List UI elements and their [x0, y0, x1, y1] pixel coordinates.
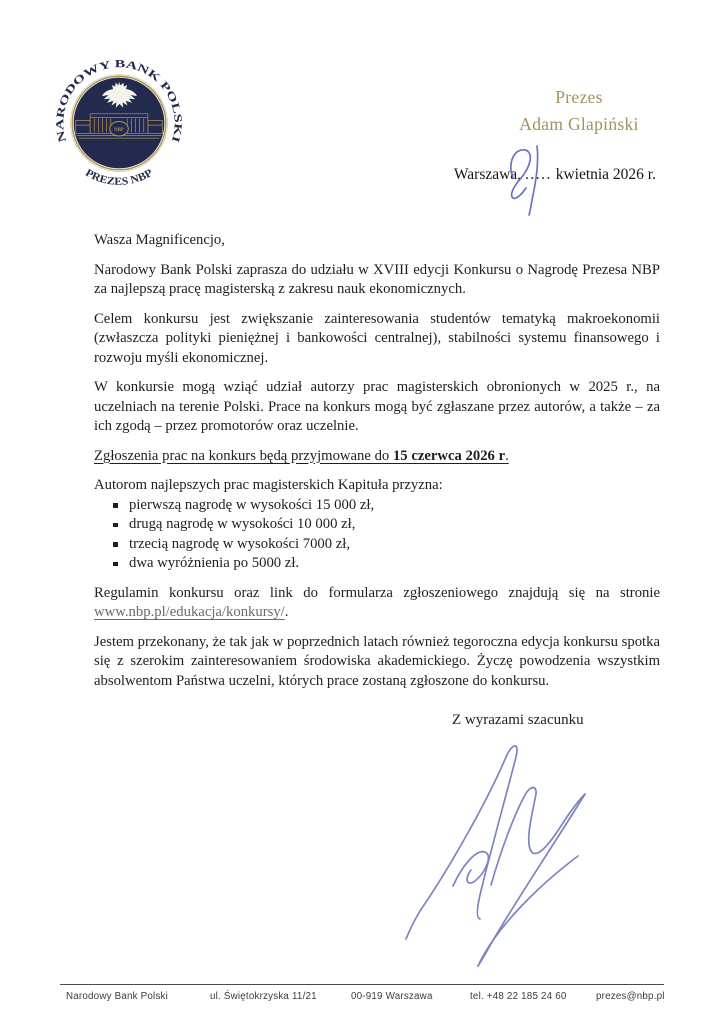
paragraph-invitation: Narodowy Bank Polski zaprasza do udziału w XVIII edycji Konkursu o Nagrodę Prezesa NBP za najlepszą pracę magisterską z zakresu nauk ekonomicznych. — [94, 261, 660, 297]
award-item-label: pierwszą nagrodę w wysokości 15 000 zł, — [129, 496, 375, 513]
deadline-date: 15 czerwca 2026 r — [392, 447, 506, 464]
regulations-url: www.nbp.pl/edukacja/konkursy/ — [94, 604, 285, 620]
award-item-label: dwa wyróżnienia po 5000 zł. — [129, 555, 300, 571]
signature-scribble-icon — [398, 733, 680, 981]
regulations-suffix: . — [284, 604, 289, 620]
awards-intro: Autorom najlepszych prac magisterskich Kapituła przyzna: — [94, 477, 443, 493]
logo-medallion-text: NBP — [114, 127, 124, 133]
sender-block — [494, 84, 664, 138]
logo-ring-text-top: NARODOWY BANK POLSKI — [54, 58, 184, 144]
paragraph-eligibility: W konkursie mogą wziąć udział autorzy prac magisterskich obronionych w 2025 r., na uczelniach na terenie Polski. Prace na konkurs mogą być zgłaszane przez autorów, a także – za ich zgodą – przez promotorów oraz uczelnie. — [94, 379, 660, 434]
deadline-sentence — [94, 447, 660, 467]
award-item — [94, 554, 660, 574]
paragraph-goal: Celem konkursu jest zwiększanie zainteresowania studentów tematyką makroekonomii (zwłaszcza polityki pieniężnej i bankowości centralnej), stabilności systemu finansowego i rozwoju myśli ekonomicznej. — [94, 310, 660, 366]
dateline-city: Warszawa, — [453, 166, 522, 183]
footer-org: Narodowy Bank Polski — [66, 991, 169, 1002]
awards-list — [94, 496, 660, 574]
award-item-label: drugą nagrodę w wysokości 10 000 zł, — [129, 516, 356, 532]
square-bullet-icon — [113, 523, 118, 528]
dateline — [454, 166, 656, 184]
deadline-prefix: Zgłoszenia prac na konkurs będą przyjmowane do — [94, 447, 393, 464]
letter-body — [94, 231, 660, 731]
dateline-dots: ..... — [524, 166, 552, 183]
award-item — [94, 535, 660, 555]
deadline-suffix: . — [505, 447, 509, 464]
footer-city: 00-919 Warszawa — [351, 991, 433, 1002]
footer-email: prezes@nbp.pl — [596, 991, 665, 1002]
award-item — [94, 496, 660, 516]
square-bullet-icon — [113, 562, 118, 567]
closing-paragraph: Jestem przekonany, że tak jak w poprzednich latach również tegoroczna edycja konkursu spotka się z szerokim zainteresowaniem środowiska akademickiego. Życzę powodzenia wszystkim absolwentom Państwa uczelni, których prace zostaną zgłoszone do konkursu. — [94, 633, 660, 689]
footer-street: ul. Świętokrzyska 11/21 — [210, 991, 317, 1002]
sender-title: Prezes — [555, 87, 603, 107]
nbp-logo — [52, 55, 186, 189]
regulations-prefix: Regulamin konkursu oraz link do formularza zgłoszeniowego znajdują się na stronie — [94, 584, 660, 601]
award-item-label: trzecią nagrodę w wysokości 7000 zł, — [129, 535, 351, 552]
dateline-rest: kwietnia 2026 r. — [555, 166, 656, 183]
square-bullet-icon — [113, 503, 118, 508]
valediction: Z wyrazami szacunku — [452, 712, 584, 728]
footer-divider — [60, 984, 664, 985]
regulations-sentence — [94, 584, 660, 623]
logo-ring-text-bottom: PREZES NBP — [83, 166, 155, 188]
square-bullet-icon — [113, 542, 118, 547]
award-item — [94, 515, 660, 535]
sender-name: Adam Glapiński — [519, 114, 639, 134]
footer-phone: tel. +48 22 185 24 60 — [470, 991, 567, 1002]
greeting: Wasza Magnificencjo, — [94, 232, 225, 248]
